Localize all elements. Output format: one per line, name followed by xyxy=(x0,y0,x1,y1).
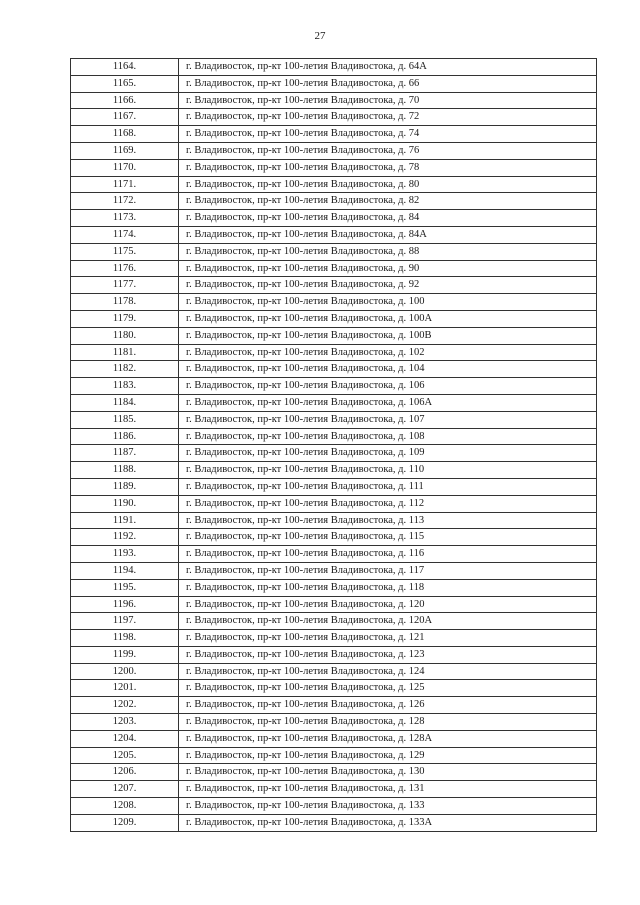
table-row xyxy=(71,277,597,294)
row-number-cell: 1205. xyxy=(71,747,179,764)
row-number-cell: 1179. xyxy=(71,310,179,327)
table-row xyxy=(71,243,597,260)
row-number-cell: 1171. xyxy=(71,176,179,193)
address-cell: г. Владивосток, пр-кт 100-летия Владивостока, д. 76 xyxy=(179,142,597,159)
address-cell: г. Владивосток, пр-кт 100-летия Владивостока, д. 64А xyxy=(179,59,597,76)
row-number-cell: 1175. xyxy=(71,243,179,260)
table-row xyxy=(71,562,597,579)
row-number-cell: 1164. xyxy=(71,59,179,76)
table-row xyxy=(71,378,597,395)
table-row xyxy=(71,697,597,714)
table-row xyxy=(71,210,597,227)
address-cell: г. Владивосток, пр-кт 100-летия Владивостока, д. 100В xyxy=(179,327,597,344)
address-cell: г. Владивосток, пр-кт 100-летия Владивостока, д. 133 xyxy=(179,798,597,815)
row-number-cell: 1186. xyxy=(71,428,179,445)
address-cell: г. Владивосток, пр-кт 100-летия Владивостока, д. 133А xyxy=(179,814,597,831)
address-cell: г. Владивосток, пр-кт 100-летия Владивостока, д. 80 xyxy=(179,176,597,193)
address-cell: г. Владивосток, пр-кт 100-летия Владивостока, д. 129 xyxy=(179,747,597,764)
address-cell: г. Владивосток, пр-кт 100-летия Владивостока, д. 124 xyxy=(179,663,597,680)
address-cell: г. Владивосток, пр-кт 100-летия Владивостока, д. 92 xyxy=(179,277,597,294)
row-number-cell: 1178. xyxy=(71,294,179,311)
address-cell: г. Владивосток, пр-кт 100-летия Владивостока, д. 100 xyxy=(179,294,597,311)
table-row xyxy=(71,462,597,479)
address-cell: г. Владивосток, пр-кт 100-летия Владивостока, д. 118 xyxy=(179,579,597,596)
table-row xyxy=(71,579,597,596)
row-number-cell: 1168. xyxy=(71,126,179,143)
row-number-cell: 1187. xyxy=(71,445,179,462)
table-row xyxy=(71,411,597,428)
row-number-cell: 1207. xyxy=(71,781,179,798)
row-number-cell: 1167. xyxy=(71,109,179,126)
table-row xyxy=(71,680,597,697)
address-cell: г. Владивосток, пр-кт 100-летия Владивостока, д. 116 xyxy=(179,546,597,563)
row-number-cell: 1204. xyxy=(71,730,179,747)
address-cell: г. Владивосток, пр-кт 100-летия Владивостока, д. 66 xyxy=(179,75,597,92)
table-row xyxy=(71,747,597,764)
address-cell: г. Владивосток, пр-кт 100-летия Владивостока, д. 74 xyxy=(179,126,597,143)
row-number-cell: 1193. xyxy=(71,546,179,563)
row-number-cell: 1172. xyxy=(71,193,179,210)
address-cell: г. Владивосток, пр-кт 100-летия Владивостока, д. 113 xyxy=(179,512,597,529)
address-cell: г. Владивосток, пр-кт 100-летия Владивостока, д. 128 xyxy=(179,714,597,731)
row-number-cell: 1182. xyxy=(71,361,179,378)
row-number-cell: 1203. xyxy=(71,714,179,731)
address-cell: г. Владивосток, пр-кт 100-летия Владивостока, д. 120А xyxy=(179,613,597,630)
table-row xyxy=(71,630,597,647)
table-row xyxy=(71,176,597,193)
row-number-cell: 1188. xyxy=(71,462,179,479)
row-number-cell: 1201. xyxy=(71,680,179,697)
address-cell: г. Владивосток, пр-кт 100-летия Владивостока, д. 90 xyxy=(179,260,597,277)
table-row xyxy=(71,596,597,613)
address-table xyxy=(70,58,597,832)
row-number-cell: 1200. xyxy=(71,663,179,680)
table-row xyxy=(71,344,597,361)
row-number-cell: 1169. xyxy=(71,142,179,159)
table-row xyxy=(71,663,597,680)
table-row xyxy=(71,394,597,411)
table-row xyxy=(71,294,597,311)
table-row xyxy=(71,781,597,798)
address-cell: г. Владивосток, пр-кт 100-летия Владивостока, д. 106 xyxy=(179,378,597,395)
address-cell: г. Владивосток, пр-кт 100-летия Владивостока, д. 102 xyxy=(179,344,597,361)
row-number-cell: 1174. xyxy=(71,226,179,243)
row-number-cell: 1199. xyxy=(71,646,179,663)
address-cell: г. Владивосток, пр-кт 100-летия Владивостока, д. 106А xyxy=(179,394,597,411)
address-cell: г. Владивосток, пр-кт 100-летия Владивостока, д. 126 xyxy=(179,697,597,714)
address-cell: г. Владивосток, пр-кт 100-летия Владивостока, д. 131 xyxy=(179,781,597,798)
table-row xyxy=(71,478,597,495)
table-row xyxy=(71,310,597,327)
row-number-cell: 1181. xyxy=(71,344,179,361)
table-row xyxy=(71,495,597,512)
address-cell: г. Владивосток, пр-кт 100-летия Владивостока, д. 108 xyxy=(179,428,597,445)
table-row xyxy=(71,226,597,243)
table-row xyxy=(71,546,597,563)
row-number-cell: 1196. xyxy=(71,596,179,613)
address-cell: г. Владивосток, пр-кт 100-летия Владивостока, д. 72 xyxy=(179,109,597,126)
row-number-cell: 1177. xyxy=(71,277,179,294)
table-row xyxy=(71,75,597,92)
address-cell: г. Владивосток, пр-кт 100-летия Владивостока, д. 88 xyxy=(179,243,597,260)
row-number-cell: 1173. xyxy=(71,210,179,227)
table-row xyxy=(71,361,597,378)
row-number-cell: 1206. xyxy=(71,764,179,781)
address-cell: г. Владивосток, пр-кт 100-летия Владивостока, д. 107 xyxy=(179,411,597,428)
row-number-cell: 1183. xyxy=(71,378,179,395)
address-cell: г. Владивосток, пр-кт 100-летия Владивостока, д. 82 xyxy=(179,193,597,210)
table-row xyxy=(71,92,597,109)
row-number-cell: 1170. xyxy=(71,159,179,176)
address-cell: г. Владивосток, пр-кт 100-летия Владивостока, д. 117 xyxy=(179,562,597,579)
table-row xyxy=(71,159,597,176)
table-row xyxy=(71,59,597,76)
row-number-cell: 1194. xyxy=(71,562,179,579)
address-cell: г. Владивосток, пр-кт 100-летия Владивостока, д. 110 xyxy=(179,462,597,479)
row-number-cell: 1208. xyxy=(71,798,179,815)
address-cell: г. Владивосток, пр-кт 100-летия Владивостока, д. 78 xyxy=(179,159,597,176)
row-number-cell: 1195. xyxy=(71,579,179,596)
table-row xyxy=(71,428,597,445)
address-cell: г. Владивосток, пр-кт 100-летия Владивостока, д. 121 xyxy=(179,630,597,647)
address-table-body xyxy=(71,59,597,832)
address-cell: г. Владивосток, пр-кт 100-летия Владивостока, д. 84 xyxy=(179,210,597,227)
table-row xyxy=(71,126,597,143)
page-number: 27 xyxy=(314,30,326,42)
table-row xyxy=(71,193,597,210)
table-row xyxy=(71,730,597,747)
table-row xyxy=(71,445,597,462)
row-number-cell: 1165. xyxy=(71,75,179,92)
address-cell: г. Владивосток, пр-кт 100-летия Владивостока, д. 100А xyxy=(179,310,597,327)
row-number-cell: 1184. xyxy=(71,394,179,411)
table-row xyxy=(71,764,597,781)
address-cell: г. Владивосток, пр-кт 100-летия Владивостока, д. 112 xyxy=(179,495,597,512)
address-cell: г. Владивосток, пр-кт 100-летия Владивостока, д. 84А xyxy=(179,226,597,243)
table-row xyxy=(71,646,597,663)
row-number-cell: 1191. xyxy=(71,512,179,529)
row-number-cell: 1198. xyxy=(71,630,179,647)
address-cell: г. Владивосток, пр-кт 100-летия Владивостока, д. 128А xyxy=(179,730,597,747)
address-cell: г. Владивосток, пр-кт 100-летия Владивостока, д. 115 xyxy=(179,529,597,546)
row-number-cell: 1180. xyxy=(71,327,179,344)
address-cell: г. Владивосток, пр-кт 100-летия Владивостока, д. 70 xyxy=(179,92,597,109)
row-number-cell: 1197. xyxy=(71,613,179,630)
address-cell: г. Владивосток, пр-кт 100-летия Владивостока, д. 104 xyxy=(179,361,597,378)
table-row xyxy=(71,613,597,630)
table-row xyxy=(71,814,597,831)
table-row xyxy=(71,714,597,731)
address-cell: г. Владивосток, пр-кт 100-летия Владивостока, д. 111 xyxy=(179,478,597,495)
table-row xyxy=(71,512,597,529)
row-number-cell: 1202. xyxy=(71,697,179,714)
table-row xyxy=(71,798,597,815)
address-cell: г. Владивосток, пр-кт 100-летия Владивостока, д. 120 xyxy=(179,596,597,613)
row-number-cell: 1190. xyxy=(71,495,179,512)
row-number-cell: 1192. xyxy=(71,529,179,546)
address-cell: г. Владивосток, пр-кт 100-летия Владивостока, д. 130 xyxy=(179,764,597,781)
address-cell: г. Владивосток, пр-кт 100-летия Владивостока, д. 125 xyxy=(179,680,597,697)
table-row xyxy=(71,529,597,546)
row-number-cell: 1166. xyxy=(71,92,179,109)
row-number-cell: 1189. xyxy=(71,478,179,495)
table-row xyxy=(71,327,597,344)
table-row xyxy=(71,109,597,126)
table-row xyxy=(71,260,597,277)
row-number-cell: 1209. xyxy=(71,814,179,831)
row-number-cell: 1176. xyxy=(71,260,179,277)
row-number-cell: 1185. xyxy=(71,411,179,428)
table-row xyxy=(71,142,597,159)
address-cell: г. Владивосток, пр-кт 100-летия Владивостока, д. 109 xyxy=(179,445,597,462)
address-cell: г. Владивосток, пр-кт 100-летия Владивостока, д. 123 xyxy=(179,646,597,663)
